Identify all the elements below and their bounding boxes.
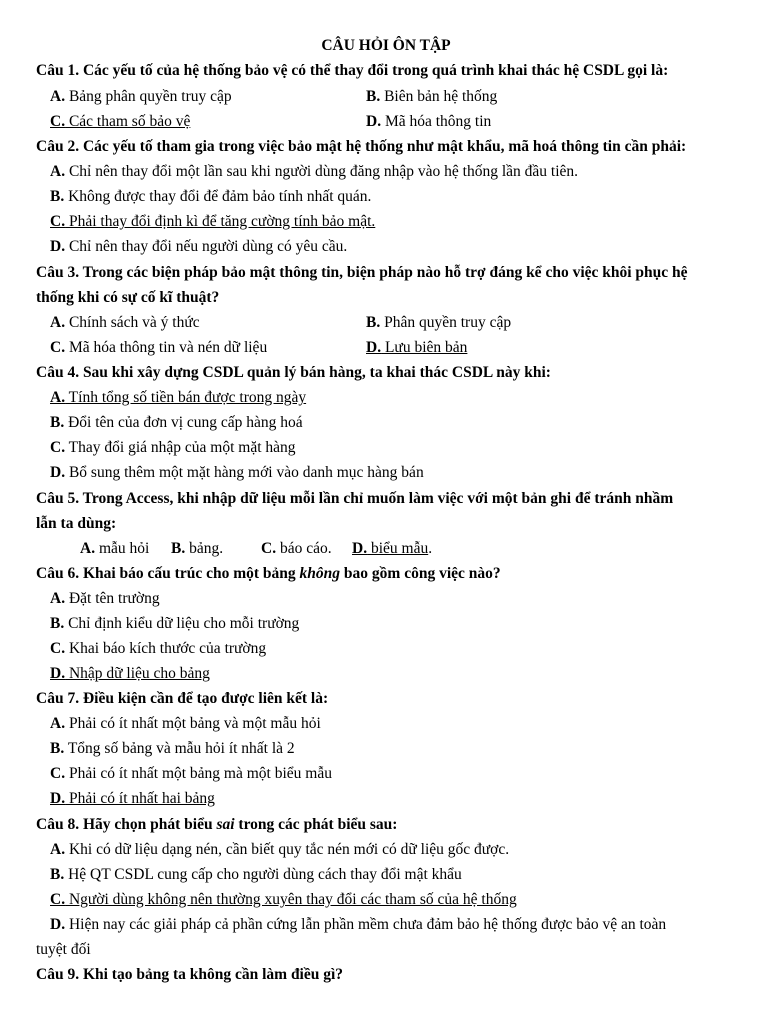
- question-3-line-2: thống khi có sự cố kĩ thuật?: [36, 289, 220, 306]
- question-2: Câu 2. Các yếu tố tham gia trong việc bảo mật hệ thống như mật khẩu, mã hoá thông tin cần phải:: [36, 138, 687, 155]
- q8-option-d: D. Hiện nay các giải pháp cả phần cứng lẫn phần mềm chưa đảm bảo hệ thống được bảo vệ an toàn: [50, 916, 667, 933]
- q2-option-a: A. Chỉ nên thay đổi một lần sau khi người dùng đăng nhập vào hệ thống lần đầu tiên.: [50, 163, 579, 180]
- q6-option-a: A. Đặt tên trường: [50, 590, 160, 607]
- q6-option-b: B. Chỉ định kiểu dữ liệu cho mỗi trường: [50, 615, 300, 632]
- q4-option-a-correct: A. Tính tổng số tiền bán được trong ngày: [50, 389, 307, 406]
- q2-option-b: B. Không được thay đổi để đảm bảo tính nhất quán.: [50, 188, 372, 205]
- q2-option-c-correct: C. Phải thay đổi định kì để tăng cường tính bảo mật.: [50, 213, 376, 230]
- q7-option-c: C. Phải có ít nhất một bảng mà một biểu mẫu: [50, 765, 332, 782]
- q4-option-b: B. Đổi tên của đơn vị cung cấp hàng hoá: [50, 414, 303, 431]
- q3-option-d-correct: D. Lưu biên bản: [366, 339, 468, 356]
- q8-option-d-continued: tuyệt đối: [36, 941, 91, 958]
- q4-option-d: D. Bổ sung thêm một mặt hàng mới vào danh mục hàng bán: [50, 464, 424, 481]
- q6-option-d-correct: D. Nhập dữ liệu cho bảng: [50, 665, 210, 682]
- question-4: Câu 4. Sau khi xây dựng CSDL quản lý bán hàng, ta khai thác CSDL này khi:: [36, 364, 551, 381]
- question-6: Câu 6. Khai báo cấu trúc cho một bảng không bao gồm công việc nào?: [36, 565, 501, 582]
- question-1: Câu 1. Các yếu tố của hệ thống bảo vệ có thể thay đổi trong quá trình khai thác hệ CSDL gọi là:: [36, 62, 669, 79]
- q4-option-c: C. Thay đổi giá nhập của một mặt hàng: [50, 439, 296, 456]
- question-5-line-1: Câu 5. Trong Access, khi nhập dữ liệu mỗi lần chỉ muốn làm việc với một bản ghi để tránh nhầm: [36, 490, 674, 507]
- q7-option-b: B. Tổng số bảng và mẫu hỏi ít nhất là 2: [50, 740, 295, 757]
- q5-option-c: C. báo cáo.: [261, 540, 332, 557]
- q3-option-b: B. Phân quyền truy cập: [366, 314, 512, 331]
- q2-option-d: D. Chỉ nên thay đổi nếu người dùng có yêu cầu.: [50, 238, 348, 255]
- q8-option-b: B. Hệ QT CSDL cung cấp cho người dùng cách thay đổi mật khẩu: [50, 866, 462, 883]
- q3-option-a: A. Chính sách và ý thức: [50, 314, 200, 331]
- q1-option-a: A. Bảng phân quyền truy cập: [50, 88, 232, 105]
- question-8: Câu 8. Hãy chọn phát biểu sai trong các phát biểu sau:: [36, 816, 398, 833]
- q5-option-b: B. bảng.: [171, 540, 224, 557]
- question-9: Câu 9. Khi tạo bảng ta không cần làm điều gì?: [36, 966, 344, 983]
- q1-option-c-correct: C. Các tham số bảo vệ: [50, 113, 191, 130]
- q1-option-b: B. Biên bản hệ thống: [366, 88, 498, 105]
- q3-option-c: C. Mã hóa thông tin và nén dữ liệu: [50, 339, 268, 356]
- q8-option-c-correct: C. Người dùng không nên thường xuyên thay đổi các tham số của hệ thống: [50, 891, 517, 908]
- question-7: Câu 7. Điều kiện cần để tạo được liên kết là:: [36, 690, 329, 707]
- document-title: CÂU HỎI ÔN TẬP: [321, 37, 451, 54]
- question-3-line-1: Câu 3. Trong các biện pháp bảo mật thông tin, biện pháp nào hỗ trợ đáng kể cho việc khôi phục hệ: [36, 264, 688, 281]
- q5-option-a: A. mẫu hỏi: [80, 540, 150, 557]
- question-5-line-2: lẫn ta dùng:: [36, 515, 117, 532]
- q5-option-d-correct: D. biểu mẫu.: [352, 540, 433, 557]
- q8-option-a: A. Khi có dữ liệu dạng nén, cần biết quy tắc nén mới có dữ liệu gốc được.: [50, 841, 510, 858]
- q7-option-a: A. Phải có ít nhất một bảng và một mẫu hỏi: [50, 715, 321, 732]
- q7-option-d-correct: D. Phải có ít nhất hai bảng: [50, 790, 215, 807]
- q6-option-c: C. Khai báo kích thước của trường: [50, 640, 267, 657]
- q1-option-d: D. Mã hóa thông tin: [366, 113, 492, 130]
